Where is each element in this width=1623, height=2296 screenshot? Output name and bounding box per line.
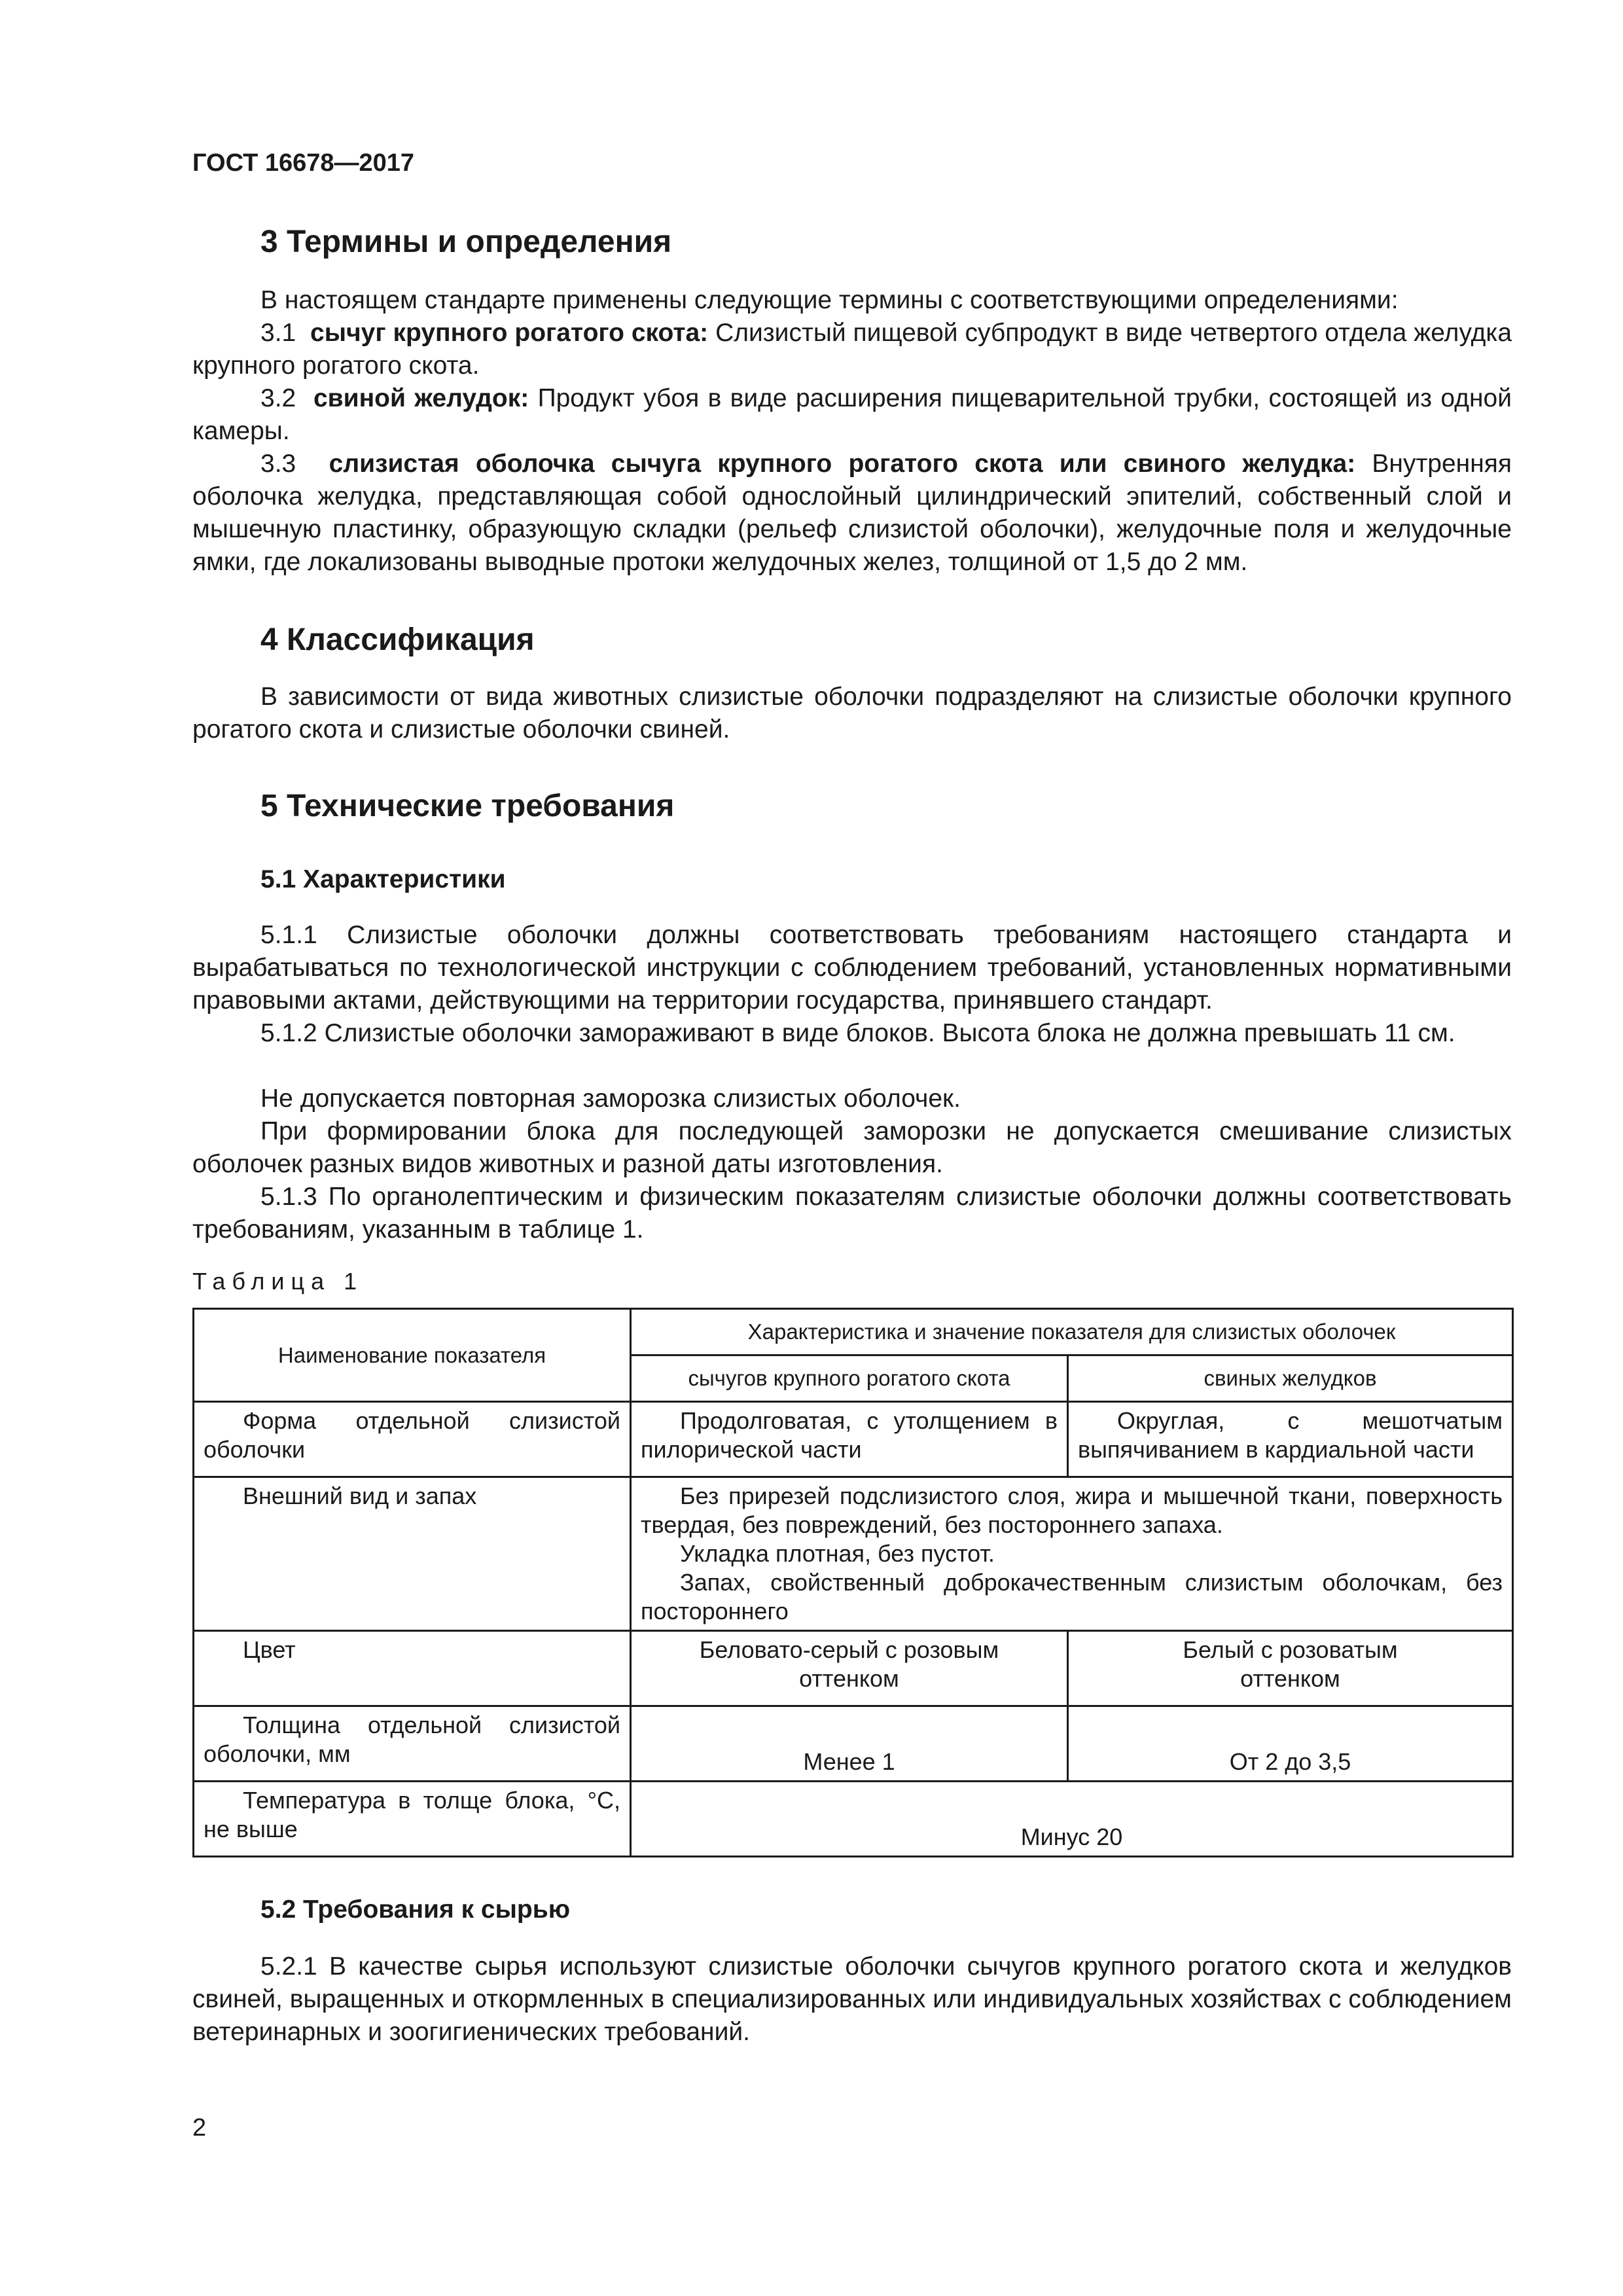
page-number: 2: [192, 2114, 207, 2142]
term-3-1-definition: Слизистый пищевой субпродукт в виде четвертого отдела желудка крупного рогатого скота.: [192, 319, 1512, 380]
table-1: [192, 1308, 1514, 1857]
header-indicator-name: Наименование показателя: [194, 1309, 631, 1402]
header-characteristic-group: Характеристика и значение показателя для слизистых оболочек: [631, 1309, 1513, 1355]
subsection-5-2-heading: 5.2 Требования к сырью: [260, 1895, 571, 1924]
term-3-2: [192, 382, 1512, 448]
table-row: [194, 1477, 1513, 1631]
term-3-2-definition: Продукт убоя в виде расширения пищеварительной трубки, состоящей из одной камеры.: [192, 384, 1512, 445]
row-color-cattle: Беловато-серый с розовым оттенком: [631, 1631, 1068, 1706]
row-thickness-pig: От 2 до 3,5: [1068, 1706, 1513, 1782]
row-shape-cattle: Продолговатая, с утолщением в пилорической части: [631, 1402, 1068, 1477]
paragraph-5-1-1: 5.1.1 Слизистые оболочки должны соответствовать требованиям настоящего стандарта и вырабатываться по технологической инструкции с соблюдением требований, установленных нормативными правовыми актами, действующими на территории государства, принявшего стандарт.: [192, 921, 1512, 1014]
term-3-3: [192, 448, 1512, 579]
header-col-pig-stomach: свиных желудков: [1068, 1355, 1513, 1402]
section-5-heading: 5 Технические требования: [260, 789, 675, 823]
section-3-heading: 3 Термины и определения: [260, 224, 672, 259]
standard-code: ГОСТ 16678—2017: [192, 149, 415, 177]
row-temperature-name: Температура в толще блока, °С, не выше: [194, 1782, 631, 1857]
term-3-2-number: 3.2: [260, 384, 296, 412]
term-3-2-term: свиной желудок:: [313, 384, 529, 412]
paragraph-5-1-2-c: При формировании блока для последующей заморозки не допускается смешивание слизистых оболочек разных видов животных и разной даты изготовления.: [192, 1117, 1512, 1178]
term-3-1-term: сычуг крупного рогатого скота:: [310, 319, 709, 347]
paragraph-5-2-1: 5.2.1 В качестве сырья используют слизистые оболочки сычугов крупного рогатого скота и желудков свиней, выращенных и откормленных в специализированных или индивидуальных хозяйствах с соблюдением ветеринарных и зоогигиенических требований.: [192, 1952, 1512, 2046]
subsection-5-1-heading: 5.1 Характеристики: [260, 865, 506, 893]
table-1-caption: Таблица 1: [192, 1268, 364, 1295]
table-row: [194, 1782, 1513, 1857]
table-row: [194, 1402, 1513, 1477]
row-color-name: Цвет: [194, 1631, 631, 1706]
row-temperature-value: Минус 20: [631, 1782, 1513, 1857]
row-shape-pig: Округлая, с мешотчатым выпячиванием в кардиальной части: [1068, 1402, 1513, 1477]
header-col-cattle-abomasum: сычугов крупного рогатого скота: [631, 1355, 1068, 1402]
paragraph-5-1-3: 5.1.3 По органолептическим и физическим показателям слизистые оболочки должны соответствовать требованиям, указанным в таблице 1.: [192, 1183, 1512, 1244]
paragraph-5-1-2: 5.1.2 Слизистые оболочки замораживают в виде блоков. Высота блока не должна превышать 11 см.: [260, 1019, 1455, 1047]
term-3-3-number: 3.3: [260, 450, 296, 478]
section-4-heading: 4 Классификация: [260, 622, 535, 657]
row-color-pig: Белый с розоватым оттенком: [1068, 1631, 1513, 1706]
section-3-intro: В настоящем стандарте применены следующие термины с соответствующими определениями:: [260, 286, 1399, 314]
table-row: [194, 1631, 1513, 1706]
table-header-row-1: [194, 1309, 1513, 1355]
table-row: [194, 1706, 1513, 1782]
term-3-1-number: 3.1: [260, 319, 296, 347]
row-appearance-line-3: Запах, свойственный доброкачественным слизистым оболочкам, без постороннего: [641, 1569, 1503, 1624]
row-appearance-name: Внешний вид и запах: [194, 1477, 631, 1631]
term-3-1: [192, 317, 1512, 382]
row-appearance-value: [631, 1477, 1513, 1631]
term-3-3-definition: Внутренняя оболочка желудка, представляющая собой однослойный цилиндрический эпителий, собственный слой и мышечную пластинку, образующую складки (рельеф слизистой оболочки), желудочные поля и желудочные ямки, где локализованы выводные протоки желудочных желез, толщиной от 1,5 до 2 мм.: [192, 450, 1512, 576]
row-shape-name: Форма отдельной слизистой оболочки: [194, 1402, 631, 1477]
term-3-3-term: слизистая оболочка сычуга крупного рогатого скота или свиного желудка:: [329, 450, 1356, 478]
row-thickness-name: Толщина отдельной слизистой оболочки, мм: [194, 1706, 631, 1782]
row-thickness-cattle: Менее 1: [631, 1706, 1068, 1782]
paragraph-5-1-2-b: Не допускается повторная заморозка слизистых оболочек.: [260, 1085, 961, 1113]
row-appearance-line-1: Без прирезей подслизистого слоя, жира и мышечной ткани, поверхность твердая, без повреждений, без постороннего запаха.: [641, 1482, 1503, 1538]
row-appearance-line-2: Укладка плотная, без пустот.: [680, 1540, 995, 1567]
section-4-text: В зависимости от вида животных слизистые оболочки подразделяют на слизистые оболочки крупного рогатого скота и слизистые оболочки свиней.: [192, 683, 1512, 744]
